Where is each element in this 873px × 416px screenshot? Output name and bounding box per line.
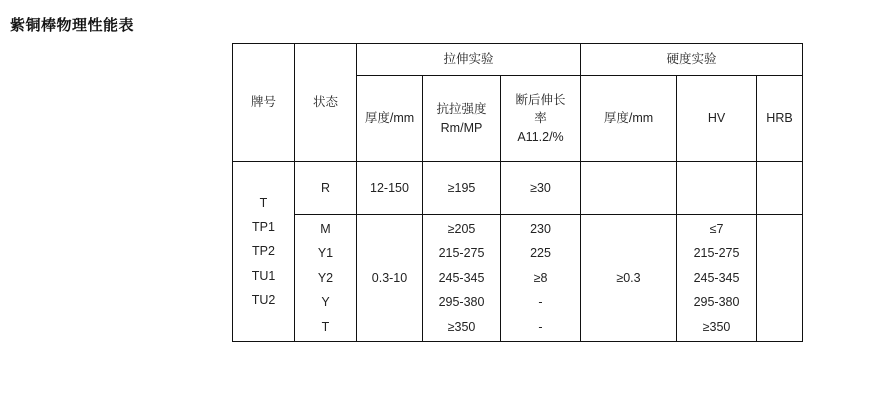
header-tensile-strength-line2: Rm/MP [440,120,483,135]
header-thickness-tensile: 厚度/mm [357,76,423,162]
cell-thickness-hardness-merged: ≥0.3 [581,215,677,342]
state-value: Y2 [317,270,334,285]
elongation-value: ≥8 [533,270,548,285]
cell-hv-list [677,215,757,342]
cell-tensile-strength-list [423,215,501,342]
elongation-value: 230 [530,222,551,236]
grade-value: TU2 [251,293,276,307]
grade-value: TP1 [252,219,275,234]
tensile-strength-value: 295-380 [438,295,485,310]
grade-value: TP2 [252,244,275,259]
tensile-strength-value: 215-275 [438,246,485,261]
tensile-strength-value: ≥350 [447,319,476,334]
page-title: 紫铜棒物理性能表 [10,17,135,34]
copper-bar-properties-table [232,43,803,342]
cell-hrb-r [757,162,803,215]
header-state: 状态 [295,44,357,162]
hv-value: 215-275 [693,246,740,261]
elongation-value: - [538,295,543,310]
cell-hv-r [677,162,757,215]
state-value: M [320,222,331,236]
tensile-strength-value: ≥205 [447,222,476,236]
hv-value: ≥350 [702,319,731,334]
header-hv: HV [677,76,757,162]
cell-thickness-tensile-merged: 0.3-10 [357,215,423,342]
header-hrb: HRB [757,76,803,162]
cell-state-r: R [295,162,357,215]
grade-value: T [259,195,268,210]
hv-value: 295-380 [693,295,740,310]
cell-elongation-list [501,215,581,342]
state-value: Y [321,295,330,310]
cell-elongation-r: ≥30 [501,162,581,215]
header-elongation-line3: A11.2/% [517,129,564,144]
header-elongation-line2: 率 [534,111,547,126]
header-elongation-line1: 断后伸长 [515,93,566,108]
elongation-value: - [538,319,543,334]
header-tensile-group: 拉伸实验 [357,44,581,76]
cell-thickness-hardness-r [581,162,677,215]
header-tensile-strength [423,76,501,162]
table-row [233,162,803,215]
header-thickness-hardness: 厚度/mm [581,76,677,162]
table-row [233,215,803,342]
header-hardness-group: 硬度实验 [581,44,803,76]
hv-value: ≤7 [709,222,724,236]
cell-tensile-strength-r: ≥195 [423,162,501,215]
cell-state-list [295,215,357,342]
state-value: Y1 [317,246,334,261]
header-grade: 牌号 [233,44,295,162]
cell-thickness-tensile-r: 12-150 [357,162,423,215]
tensile-strength-value: 245-345 [438,270,485,285]
hv-value: 245-345 [693,270,740,285]
header-elongation [501,76,581,162]
table-group-header-row [233,44,803,76]
cell-grade-list [233,162,295,342]
state-value: T [321,319,330,334]
header-tensile-strength-line1: 抗拉强度 [436,102,487,117]
spec-table-container [232,43,803,342]
grade-value: TU1 [251,268,276,283]
elongation-value: 225 [530,246,551,261]
cell-hrb-list [757,215,803,342]
